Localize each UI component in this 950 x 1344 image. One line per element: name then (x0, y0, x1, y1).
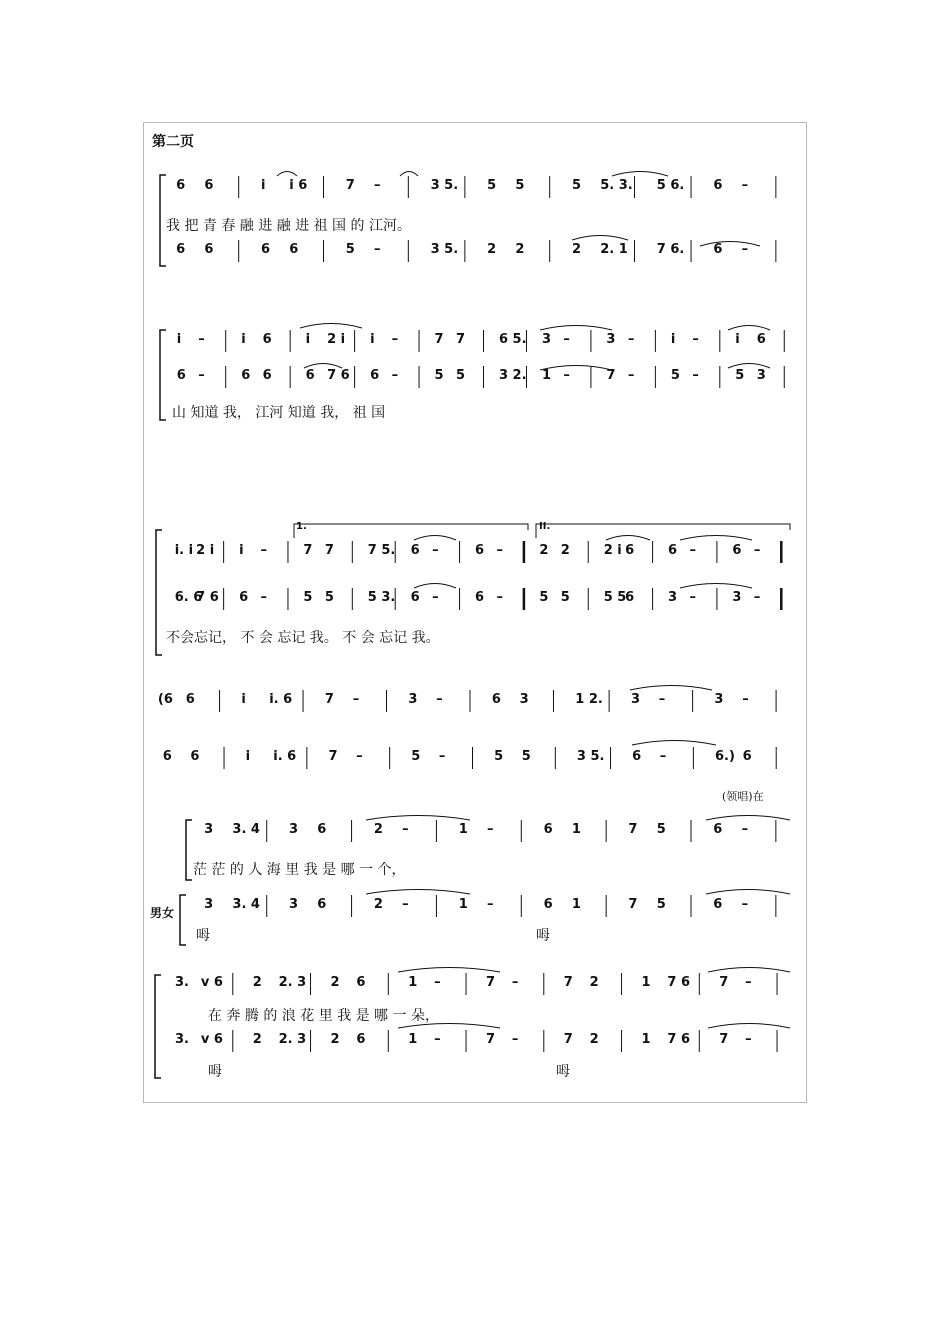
note-token: 7 (434, 332, 444, 347)
note-token: 6 (289, 242, 299, 257)
note-token: 5 6. (656, 178, 685, 193)
note-token: 3. 4 (232, 897, 260, 912)
note-token: 5 (494, 749, 504, 764)
note-token: 7 6 (196, 590, 219, 605)
note-token: – (741, 822, 749, 837)
note-token: 6 5. (498, 332, 527, 347)
note-token: 7 (606, 368, 616, 383)
note-token: 6 (356, 1032, 366, 1047)
lyrics-line-s5: 茫 茫 的 人 海 里 我 是 哪 一 个， (193, 862, 406, 878)
note-token: i (735, 332, 740, 347)
note-token: 6 (317, 897, 327, 912)
note-token: 5 (303, 590, 313, 605)
note-token: 6 (204, 178, 214, 193)
note-token: 5 (324, 590, 334, 605)
note-token: 6 (625, 590, 635, 605)
note-token: 6 (713, 822, 723, 837)
note-token: 7 (628, 822, 638, 837)
note-token: i (670, 332, 676, 347)
note-token: 7 6. (656, 242, 685, 257)
note-token: v 6 (200, 975, 223, 990)
note-token: – (689, 590, 696, 605)
note-token: – (745, 975, 752, 990)
note-token: 1 2. (575, 692, 603, 707)
note-token: – (496, 590, 503, 605)
note-token: 7 (563, 1032, 573, 1047)
volta-first: 1. (296, 521, 307, 532)
note-token: 6 (241, 368, 251, 383)
note-token: – (511, 1032, 519, 1047)
note-token: 5 5 (603, 590, 627, 605)
note-token: 6 (475, 590, 485, 605)
note-token: – (563, 368, 570, 383)
note-token: – (434, 1032, 441, 1047)
note-token: 6 (260, 242, 270, 257)
note-token: – (627, 368, 635, 383)
note-token: 2 i (196, 543, 215, 558)
note-token: 1 (458, 897, 468, 912)
hum-2: 呣 (536, 928, 550, 944)
note-token: – (391, 368, 399, 383)
note-token: 3 5. (430, 178, 459, 193)
note-token: i. i (174, 543, 194, 558)
hum-3: 呣 (208, 1064, 222, 1080)
note-token: – (689, 543, 696, 558)
note-token: 3 (668, 590, 678, 605)
note-token: 5 3. (367, 590, 396, 605)
note-token: 6 (305, 368, 315, 383)
note-token: 7 (563, 975, 573, 990)
note-token: 6 (713, 242, 723, 257)
note-token: i (176, 332, 182, 347)
note-token: 2 (330, 1032, 340, 1047)
note-token: i. 6 (269, 692, 293, 707)
note-token: – (432, 590, 439, 605)
note-token: 6 (239, 590, 249, 605)
note-token: (6 (157, 692, 173, 707)
volta-second: II. (539, 521, 551, 532)
note-token: 3. (174, 1032, 189, 1047)
note-token: 2 (373, 822, 383, 837)
note-token: – (741, 178, 749, 193)
note-token: 6 (543, 822, 553, 837)
note-token: 3. 4 (232, 822, 260, 837)
note-token: 6 (317, 822, 327, 837)
note-token: 1 (458, 822, 468, 837)
note-token: – (753, 590, 761, 605)
note-token: 5. 3. (600, 178, 633, 193)
note-token: 6 (262, 368, 272, 383)
note-token: 6 (668, 543, 678, 558)
note-token: 7 (485, 1032, 495, 1047)
lyrics-line-s3: 不会忘记， 不 会 忘记 我。 不 会 忘记 我。 (166, 630, 440, 646)
note-token: – (432, 543, 439, 558)
note-token: v 6 (200, 1032, 223, 1047)
note-token: – (436, 692, 443, 707)
hum-1: 呣 (196, 928, 210, 944)
note-token: – (659, 749, 667, 764)
score-page (143, 122, 807, 1103)
note-token: 1 (571, 822, 581, 837)
note-token: 3 (630, 692, 640, 707)
note-token: 7 6 (667, 975, 690, 990)
note-token: 7 (485, 975, 495, 990)
note-token: 2 (571, 242, 581, 257)
note-token: – (260, 543, 268, 558)
note-token: 3 (606, 332, 616, 347)
note-token: 5 (539, 590, 549, 605)
note-token: – (487, 822, 494, 837)
note-token: 6 (176, 242, 186, 257)
note-token: 3 (204, 822, 214, 837)
note-token: 7 (303, 543, 313, 558)
note-token: 6 (491, 692, 501, 707)
page-label: 第二页 (152, 134, 194, 150)
note-token: – (260, 590, 268, 605)
note-token: – (402, 822, 409, 837)
voice-label: 男女 (150, 906, 175, 920)
note-token: 6.) (714, 749, 735, 764)
note-token: 3 5. (430, 242, 459, 257)
note-token: 5 (656, 822, 666, 837)
note-token: – (692, 332, 699, 347)
note-token: 6 (742, 749, 752, 764)
note-token: 5 (487, 178, 497, 193)
note-token: – (658, 692, 666, 707)
note-token: 2 (252, 1032, 262, 1047)
note-token: 6 (176, 368, 186, 383)
note-token: 7 6 (327, 368, 350, 383)
note-token: 3 (732, 590, 742, 605)
note-token: i. 6 (273, 749, 297, 764)
note-token: 7 (628, 897, 638, 912)
note-token: 5 (521, 749, 531, 764)
note-token: 6 (713, 178, 723, 193)
note-token: 5 (515, 178, 525, 193)
lyrics-line-s2: 山 知道 我， 江河 知道 我， 祖 国 (172, 405, 386, 421)
note-token: 6. 6 (174, 590, 203, 605)
note-token: i (245, 749, 251, 764)
note-token: 2. 3 (278, 1032, 307, 1047)
note-token: – (511, 975, 519, 990)
note-token: 6 (262, 332, 272, 347)
note-token: 1 (641, 1032, 651, 1047)
note-token: – (402, 897, 409, 912)
note-token: 2 (330, 975, 340, 990)
note-token: 6 (410, 543, 420, 558)
note-token: 3 (289, 822, 299, 837)
note-token: 1 (541, 368, 551, 383)
note-token: – (374, 178, 381, 193)
note-token: 6 (756, 332, 766, 347)
note-token: 5 (411, 749, 421, 764)
note-token: 6 (732, 543, 742, 558)
note-token: 6 (410, 590, 420, 605)
note-token: 7 5. (367, 543, 396, 558)
note-token: 2 (539, 543, 549, 558)
note-token: 5 (456, 368, 466, 383)
note-token: 6 (475, 543, 485, 558)
lyrics-line-s6: 在 奔 腾 的 浪 花 里 我 是 哪 一 朵， (208, 1008, 439, 1024)
note-token: 3 (519, 692, 529, 707)
note-token: 3 5. (576, 749, 605, 764)
note-token: 2 (373, 897, 383, 912)
note-token: 6 (190, 749, 200, 764)
note-token: 6 (204, 242, 214, 257)
note-token: 7 (328, 749, 338, 764)
note-token: 5 (345, 242, 355, 257)
note-token: 6 (185, 692, 195, 707)
note-token: – (692, 368, 699, 383)
note-token: – (496, 543, 503, 558)
note-token: 7 (345, 178, 355, 193)
note-token: 1 (571, 897, 581, 912)
note-token: – (741, 897, 749, 912)
note-token: 7 (719, 1032, 729, 1047)
note-token: 2 (252, 975, 262, 990)
note-token: 3 (756, 368, 766, 383)
note-token: 1 (641, 975, 651, 990)
note-token: 5 (670, 368, 680, 383)
note-token: 6 (162, 749, 172, 764)
note-token: – (434, 975, 441, 990)
note-token: 5 (560, 590, 570, 605)
note-token: – (198, 368, 205, 383)
note-token: 3 2. (498, 368, 527, 383)
note-token: – (438, 749, 446, 764)
note-token: 7 6 (667, 1032, 690, 1047)
note-token: 6 (370, 368, 380, 383)
note-token: – (391, 332, 399, 347)
note-token: i (305, 332, 311, 347)
note-token: i 6 (289, 178, 308, 193)
note-token: – (741, 242, 749, 257)
solo-cue: (领唱)在 (722, 790, 764, 803)
note-token: 5 (735, 368, 745, 383)
note-token: 2. 3 (278, 975, 307, 990)
note-token: – (627, 332, 635, 347)
note-token: 2 (560, 543, 570, 558)
note-token: – (563, 332, 570, 347)
note-token: 6 (356, 975, 366, 990)
note-token: 2 i (603, 543, 622, 558)
note-token: i (370, 332, 375, 347)
note-token: 6 (176, 178, 186, 193)
note-token: – (487, 897, 494, 912)
note-token: – (356, 749, 363, 764)
note-token: 3. (174, 975, 189, 990)
note-token: 5 (571, 178, 581, 193)
note-token: i (260, 178, 266, 193)
note-token: 3 (204, 897, 214, 912)
note-token: i (239, 543, 244, 558)
hum-4: 呣 (556, 1064, 570, 1080)
note-token: 6 (632, 749, 642, 764)
note-token: 1 (408, 1032, 418, 1047)
note-token: 2 (515, 242, 525, 257)
note-token: – (352, 692, 360, 707)
note-token: 2 (589, 1032, 599, 1047)
note-token: 7 (456, 332, 466, 347)
lyrics-line-s1: 我 把 青 春 融 进 融 进 祖 国 的 江河。 (166, 218, 411, 234)
note-token: 5 (656, 897, 666, 912)
note-token: 7 (324, 543, 334, 558)
note-token: 2. 1 (600, 242, 628, 257)
note-token: 6 (713, 897, 723, 912)
note-token: – (198, 332, 205, 347)
note-token: 6 (625, 543, 635, 558)
note-token: 2 (589, 975, 599, 990)
note-token: – (745, 1032, 752, 1047)
note-token: 3 (714, 692, 724, 707)
note-token: i (241, 332, 246, 347)
note-token: – (374, 242, 381, 257)
note-token: 5 (434, 368, 444, 383)
note-token: 7 (719, 975, 729, 990)
note-token: 2 i (327, 332, 346, 347)
note-token: 2 (487, 242, 497, 257)
note-token: 3 (289, 897, 299, 912)
note-token: – (753, 543, 761, 558)
note-token: 6 (543, 897, 553, 912)
note-token: 3 (408, 692, 418, 707)
note-token: – (742, 692, 749, 707)
note-token: i (241, 692, 246, 707)
note-token: 3 (541, 332, 551, 347)
note-token: 7 (324, 692, 334, 707)
note-token: 1 (408, 975, 418, 990)
